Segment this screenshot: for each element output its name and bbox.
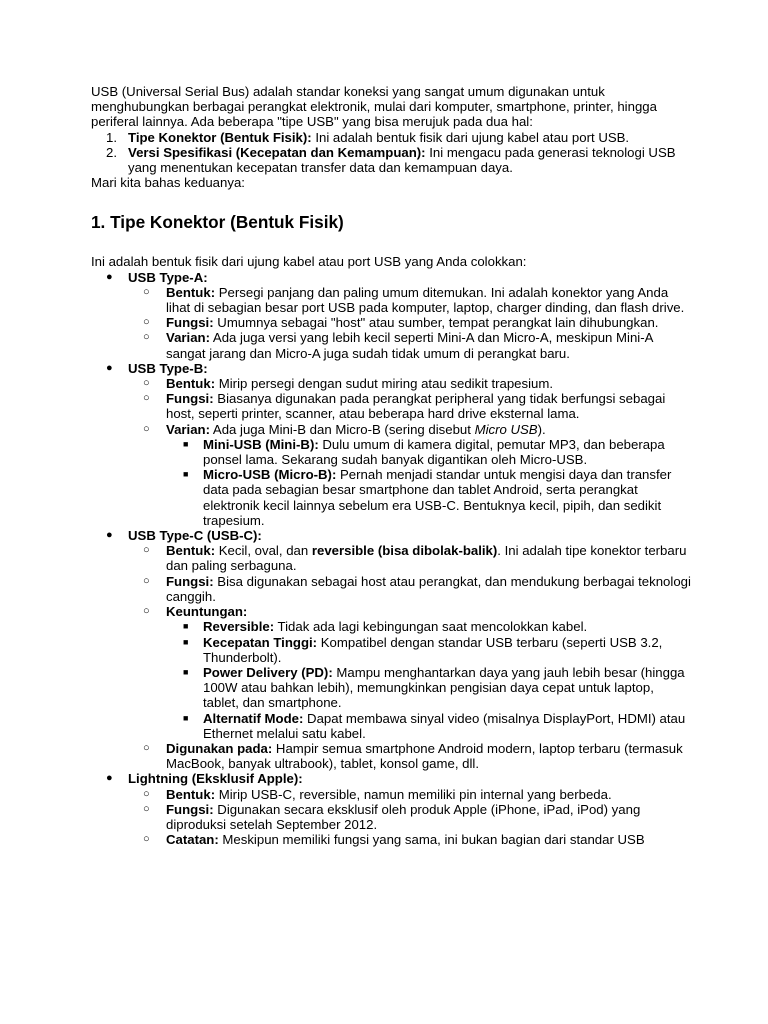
item-text: Mirip persegi dengan sudut miring atau sedikit trapesium. xyxy=(215,376,554,392)
item-text: Meskipun memiliki fungsi yang sama, ini bukan bagian dari standar USB xyxy=(218,832,645,848)
sublist-item xyxy=(128,604,691,741)
bullet-square-icon: ■ xyxy=(183,666,189,677)
sublist-item xyxy=(128,330,691,360)
item-text: Dulu umum di kamera digital, pemutar MP3, dan beberapa ponsel lama. Sekarang sudah banyak digantikan oleh Micro-USB. xyxy=(203,436,665,468)
bullet-square-icon: ■ xyxy=(183,712,189,723)
item-text: Persegi panjang dan paling umum ditemukan. Ini adalah konektor yang Anda lihat di sebagian besar port USB pada komputer, laptop, charger dinding, dan flash drive. xyxy=(166,284,685,316)
item-label: Digunakan pada: xyxy=(166,740,273,756)
item-text: . Ini adalah tipe konektor terbaru dan paling serbaguna. xyxy=(166,543,687,574)
subsublist-item xyxy=(166,711,691,741)
subsublist xyxy=(166,619,691,741)
item-label: Varian: xyxy=(166,330,210,346)
sublist-item xyxy=(128,391,691,421)
sublist xyxy=(128,787,691,848)
item-text: Ada juga versi yang lebih kecil seperti Mini-A dan Micro-A, meskipun Mini-A sangat jarang dan Micro-A juga sudah tidak umum di perangkat baru. xyxy=(166,330,653,361)
list-number: 1. xyxy=(106,129,117,145)
item-title: USB Type-A: xyxy=(128,269,208,285)
bullet-disc-icon: ● xyxy=(106,270,113,283)
list-item-usb-type-b xyxy=(91,361,691,528)
item-label: Micro-USB (Micro-B): xyxy=(203,467,337,483)
subsublist-item xyxy=(166,665,691,711)
item-text: Dapat membawa sinyal video (misalnya DisplayPort, HDMI) atau Ethernet melalui satu kabel. xyxy=(203,710,686,741)
intro-item-2 xyxy=(91,145,691,175)
sublist-item xyxy=(128,574,691,604)
item-label: Mini-USB (Mini-B): xyxy=(203,436,319,452)
item-title: Lightning (Eksklusif Apple): xyxy=(128,771,303,787)
bullet-disc-icon: ● xyxy=(106,772,113,785)
intro-item-1 xyxy=(91,130,691,145)
subsublist-item xyxy=(166,467,691,528)
bullet-square-icon: ■ xyxy=(183,621,189,632)
item-text: Mampu menghantarkan daya yang jauh lebih besar (hingga 100W atau bahkan lebih), memungkinkan pengisian daya cepat untuk laptop, tablet, dan smartphone. xyxy=(203,664,685,711)
bullet-disc-icon: ● xyxy=(106,361,113,374)
bullet-square-icon: ■ xyxy=(183,438,189,449)
item-label: Keuntungan: xyxy=(166,604,248,620)
item-text: Bisa digunakan sebagai host atau perangkat, dan mendukung berbagai teknologi canggih. xyxy=(166,573,691,604)
item-text: ). xyxy=(537,421,546,437)
list-item-usb-type-a xyxy=(91,270,691,361)
bullet-circle-icon: ○ xyxy=(143,787,150,800)
item-label: Catatan: xyxy=(166,832,219,848)
item-label: Bentuk: xyxy=(166,284,216,300)
bullet-circle-icon: ○ xyxy=(143,833,150,846)
item-label: Fungsi: xyxy=(166,315,214,331)
subsublist-item xyxy=(166,619,691,634)
item-label: Alternatif Mode: xyxy=(203,710,304,726)
sublist-item xyxy=(128,285,691,315)
item-label: Fungsi: xyxy=(166,391,214,407)
bullet-circle-icon: ○ xyxy=(143,544,150,557)
item-text: Ini mengacu pada generasi teknologi USB yang menentukan kecepatan transfer data dan kemampuan daya. xyxy=(128,144,676,176)
item-text: Mirip USB-C, reversible, namun memiliki pin internal yang berbeda. xyxy=(215,786,612,802)
bullet-circle-icon: ○ xyxy=(143,377,150,390)
sublist-item xyxy=(128,543,691,573)
item-label: Kecepatan Tinggi: xyxy=(203,634,318,650)
bullet-square-icon: ■ xyxy=(183,636,189,647)
item-text: Pernah menjadi standar untuk mengisi daya dan transfer data pada sebagian besar smartphone dan tablet Android, serta perangkat elektronik kecil lainnya sebelum era USB-C. Bentuknya kecil, pipih, dan sedikit trapesium. xyxy=(203,467,672,528)
bullet-circle-icon: ○ xyxy=(143,422,150,435)
sublist xyxy=(128,376,691,528)
section-lead: Ini adalah bentuk fisik dari ujung kabel atau port USB yang Anda colokkan: xyxy=(91,254,527,270)
bullet-circle-icon: ○ xyxy=(143,741,150,754)
bullet-circle-icon: ○ xyxy=(143,285,150,298)
subsublist-item xyxy=(166,437,691,467)
sublist-item xyxy=(128,802,691,832)
item-label: Reversible: xyxy=(203,619,275,635)
item-title: USB Type-B: xyxy=(128,360,208,376)
bullet-circle-icon: ○ xyxy=(143,316,150,329)
item-label: Varian: xyxy=(166,421,210,437)
item-title: USB Type-C (USB-C): xyxy=(128,528,262,544)
bullet-circle-icon: ○ xyxy=(143,605,150,618)
sublist xyxy=(128,543,691,771)
list-item-usb-type-c xyxy=(91,528,691,771)
subsublist xyxy=(166,437,691,528)
item-text: Ini adalah bentuk fisik dari ujung kabel atau port USB. xyxy=(311,129,630,145)
item-text: Tidak ada lagi kebingungan saat mencolokkan kabel. xyxy=(274,619,588,635)
connector-list xyxy=(91,270,691,848)
bullet-square-icon: ■ xyxy=(183,469,189,480)
sublist-item xyxy=(128,832,691,847)
item-text: Digunakan secara eksklusif oleh produk Apple (iPhone, iPad, iPod) yang diproduksi setelah September 2012. xyxy=(166,801,641,832)
document-content xyxy=(91,84,691,847)
intro-closing: Mari kita bahas keduanya: xyxy=(91,175,245,191)
item-title: Versi Spesifikasi (Kecepatan dan Kemampuan): xyxy=(128,144,426,160)
subsublist-item xyxy=(166,635,691,665)
item-emphasis: Micro USB xyxy=(474,421,538,437)
sublist-item xyxy=(128,787,691,802)
bullet-circle-icon: ○ xyxy=(143,331,150,344)
item-label: Fungsi: xyxy=(166,801,214,817)
list-item-lightning xyxy=(91,771,691,847)
item-label: Bentuk: xyxy=(166,543,216,559)
list-number: 2. xyxy=(106,144,117,160)
sublist-item xyxy=(128,315,691,330)
item-title: Tipe Konektor (Bentuk Fisik): xyxy=(128,129,312,145)
item-label: Fungsi: xyxy=(166,573,214,589)
sublist-item xyxy=(128,422,691,528)
bullet-disc-icon: ● xyxy=(106,529,113,542)
sublist-item xyxy=(128,741,691,771)
bullet-circle-icon: ○ xyxy=(143,574,150,587)
sublist xyxy=(128,285,691,361)
item-text: Biasanya digunakan pada perangkat peripheral yang tidak berfungsi sebagai host, seperti printer, scanner, atau beberapa hard drive eksternal lama. xyxy=(166,391,666,422)
item-emphasis: reversible (bisa dibolak-balik) xyxy=(311,543,498,559)
item-text: Ada juga Mini-B dan Micro-B (sering disebut xyxy=(209,421,475,437)
section-heading: 1. Tipe Konektor (Bentuk Fisik) xyxy=(91,212,344,233)
intro-numbered-list xyxy=(91,130,691,176)
item-label: Power Delivery (PD): xyxy=(203,664,333,680)
item-text: Kompatibel dengan standar USB terbaru (seperti USB 3.2, Thunderbolt). xyxy=(203,634,663,665)
sublist-item xyxy=(128,376,691,391)
item-label: Bentuk: xyxy=(166,376,216,392)
bullet-circle-icon: ○ xyxy=(143,802,150,815)
bullet-circle-icon: ○ xyxy=(143,392,150,405)
intro-paragraph: USB (Universal Serial Bus) adalah standar koneksi yang sangat umum digunakan untuk menghubungkan berbagai perangkat elektronik, mulai dari komputer, smartphone, printer, hingga periferal lainnya. Ada beberapa "tipe USB" yang bisa merujuk pada dua hal: xyxy=(91,84,657,130)
item-label: Bentuk: xyxy=(166,786,216,802)
item-text: Hampir semua smartphone Android modern, laptop terbaru (termasuk MacBook, banyak ultrabook), tablet, konsol game, dll. xyxy=(166,740,683,772)
item-text: Umumnya sebagai "host" atau sumber, tempat perangkat lain dihubungkan. xyxy=(213,315,659,331)
item-text: Kecil, oval, dan xyxy=(215,543,312,559)
